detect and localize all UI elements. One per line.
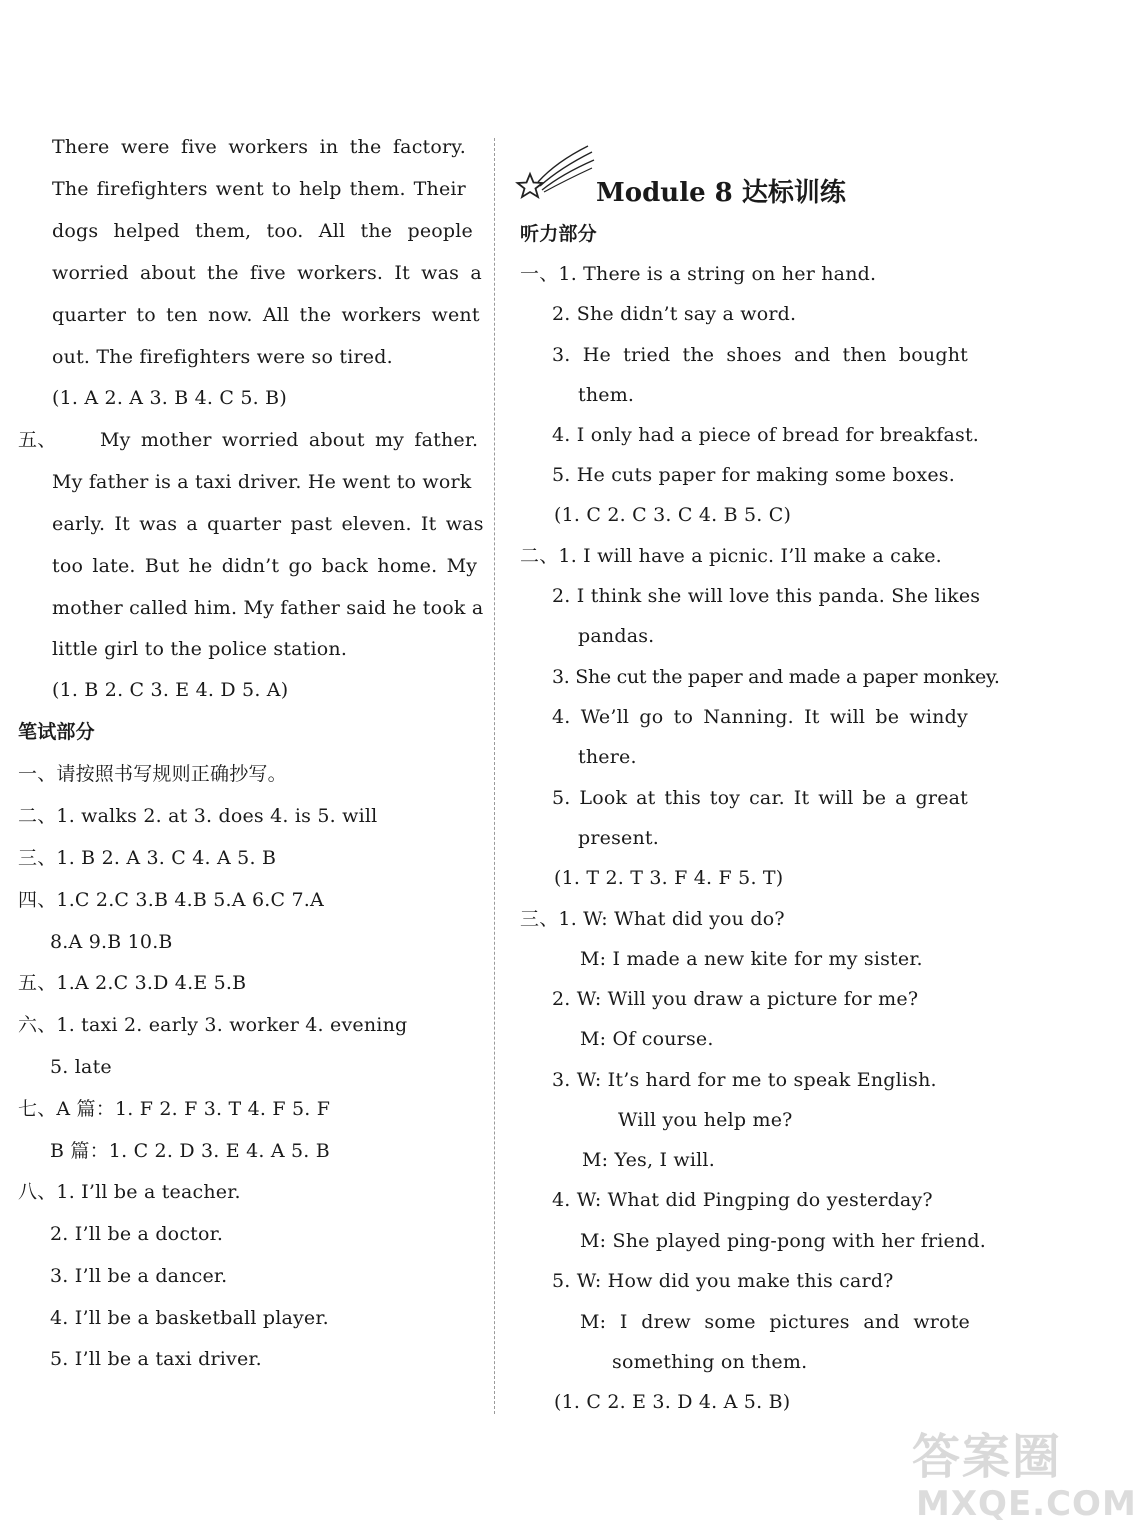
answer-line: 3. I’ll be a dancer. bbox=[50, 1265, 228, 1287]
answer-line: 六、1. taxi 2. early 3. worker 4. evening bbox=[18, 1014, 408, 1036]
answer-line: 2. I’ll be a doctor. bbox=[50, 1223, 224, 1245]
answer-line: 八、1. I’ll be a teacher. bbox=[18, 1181, 241, 1203]
answer-key: (1. C 2. E 3. D 4. A 5. B) bbox=[554, 1391, 791, 1413]
passage-line: little girl to the police station. bbox=[52, 638, 348, 660]
answer-line: pandas. bbox=[578, 625, 655, 647]
answer-line: M: I made a new kite for my sister. bbox=[580, 948, 923, 970]
passage-line: early. It was a quarter past eleven. It was bbox=[52, 513, 484, 535]
passage-line: mother called him. My father said he took a bbox=[52, 597, 484, 619]
answer-line: 4. We’ll go to Nanning. It will be windy bbox=[552, 706, 968, 728]
answer-line: B 篇：1. C 2. D 3. E 4. A 5. B bbox=[50, 1140, 330, 1162]
passage-line: too late. But he didn’t go back home. My bbox=[52, 555, 478, 577]
answer-line: there. bbox=[578, 746, 637, 768]
answer-line: 五、1.A 2.C 3.D 4.E 5.B bbox=[18, 972, 247, 994]
answer-line: 二、1. I will have a picnic. I’ll make a cake. bbox=[520, 545, 942, 567]
answer-key: (1. B 2. C 3. E 4. D 5. A) bbox=[52, 679, 289, 701]
answer-line: 4. W: What did Pingping do yesterday? bbox=[552, 1189, 933, 1211]
answer-line: 4. I only had a piece of bread for breakfast. bbox=[552, 424, 980, 446]
answer-line: 2. She didn’t say a word. bbox=[552, 303, 797, 325]
passage-line: My father is a taxi driver. He went to work bbox=[52, 471, 472, 493]
section-label: 五、 bbox=[18, 429, 57, 451]
answer-line: 二、1. walks 2. at 3. does 4. is 5. will bbox=[18, 805, 378, 827]
shooting-star-icon bbox=[516, 140, 596, 204]
answer-line: M: Of course. bbox=[580, 1028, 714, 1050]
section-heading: 听力部分 bbox=[520, 223, 597, 245]
column-divider bbox=[494, 138, 495, 1414]
answer-line: 三、1. W: What did you do? bbox=[520, 908, 785, 930]
answer-line: 5. I’ll be a taxi driver. bbox=[50, 1348, 262, 1370]
section-heading: 笔试部分 bbox=[18, 721, 95, 743]
answer-key: (1. A 2. A 3. B 4. C 5. B) bbox=[52, 387, 287, 409]
passage-line: quarter to ten now. All the workers went bbox=[52, 304, 480, 326]
answer-line: M: She played ping-pong with her friend. bbox=[580, 1230, 987, 1252]
answer-line: 8.A 9.B 10.B bbox=[50, 931, 173, 953]
answer-line: 4. I’ll be a basketball player. bbox=[50, 1307, 329, 1329]
answer-line: 3. He tried the shoes and then bought bbox=[552, 344, 968, 366]
watermark-text: 答案圈 bbox=[912, 1429, 1063, 1485]
watermark-logo bbox=[912, 1418, 1137, 1530]
answer-line: M: Yes, I will. bbox=[582, 1149, 715, 1171]
answer-line: present. bbox=[578, 827, 659, 849]
answer-line: Will you help me? bbox=[618, 1109, 793, 1131]
passage-line: out. The firefighters were so tired. bbox=[52, 346, 393, 368]
answer-line: M: I drew some pictures and wrote bbox=[580, 1311, 970, 1333]
answer-line: 七、A 篇：1. F 2. F 3. T 4. F 5. F bbox=[18, 1098, 331, 1120]
answer-line: them. bbox=[578, 384, 635, 406]
answer-line: 三、1. B 2. A 3. C 4. A 5. B bbox=[18, 847, 277, 869]
answer-line: 3. W: It’s hard for me to speak English. bbox=[552, 1069, 937, 1091]
answer-line: 2. W: Will you draw a picture for me? bbox=[552, 988, 919, 1010]
answer-line: 5. Look at this toy car. It will be a great bbox=[552, 787, 968, 809]
answer-line: 5. W: How did you make this card? bbox=[552, 1270, 894, 1292]
answer-line: 四、1.C 2.C 3.B 4.B 5.A 6.C 7.A bbox=[18, 889, 324, 911]
passage-line: My mother worried about my father. bbox=[100, 429, 479, 451]
passage-line: There were five workers in the factory. bbox=[52, 136, 466, 158]
passage-line: worried about the five workers. It was a bbox=[52, 262, 482, 284]
answer-key: (1. C 2. C 3. C 4. B 5. C) bbox=[554, 504, 792, 526]
answer-line: 5. He cuts paper for making some boxes. bbox=[552, 464, 955, 486]
answer-line: 一、1. There is a string on her hand. bbox=[520, 263, 877, 285]
passage-line: dogs helped them, too. All the people bbox=[52, 220, 473, 242]
passage-line: The firefighters went to help them. Their bbox=[52, 178, 466, 200]
watermark-url: MXQE.COM bbox=[916, 1484, 1137, 1524]
page-title: Module 8 达标训练 bbox=[596, 178, 846, 208]
answer-key: (1. T 2. T 3. F 4. F 5. T) bbox=[554, 867, 784, 889]
answer-line: something on them. bbox=[612, 1351, 808, 1373]
answer-line: 一、请按照书写规则正确抄写。 bbox=[18, 763, 287, 785]
answer-line: 3. She cut the paper and made a paper monkey. bbox=[552, 666, 1000, 688]
answer-line: 2. I think she will love this panda. She likes bbox=[552, 585, 981, 607]
answer-line: 5. late bbox=[50, 1056, 112, 1078]
